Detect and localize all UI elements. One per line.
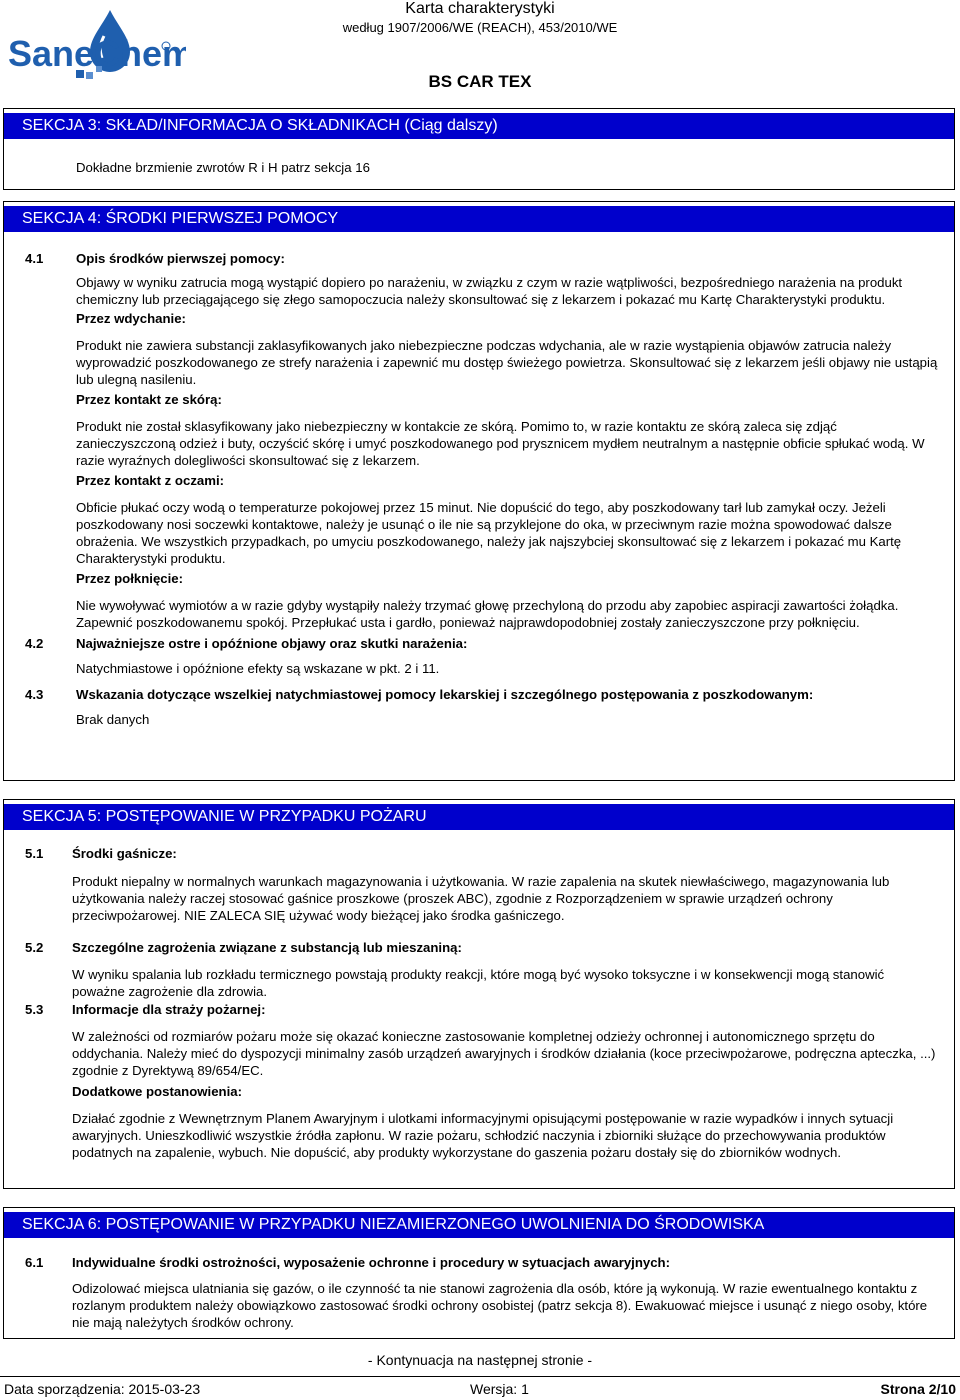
section-6-box — [3, 1207, 955, 1339]
subsection-number: 5.2 — [25, 940, 44, 955]
subsection-number: 5.1 — [25, 846, 44, 861]
subsection-5-3 — [4, 1001, 954, 1018]
subsection-5-1 — [4, 845, 954, 862]
page-header — [0, 0, 960, 100]
ingestion-label: Przez połknięcie: — [76, 571, 184, 586]
subsection-number: 6.1 — [25, 1255, 44, 1270]
document-type: Karta charakterystyki — [405, 0, 555, 17]
skin-contact-label: Przez kontakt ze skórą: — [76, 392, 222, 407]
additional-provisions-text: Działać zgodnie z Wewnętrznym Planem Awaryjnym i ulotkami informacyjnymi opisującymi postępowanie w razie wypadków i innych sytuacji awaryjnych. Unieszkodliwić wszystkie źródła zapłonu. W razie pożaru, schłodzić naczynia i zbiorniki służące do przechowywania produktów podatnych na zapalenie, wybuch. Nie dopuścić, aby produkty wykorzystane do gaszenia pożaru dostały się do zbiorników wodnych. — [72, 1111, 894, 1160]
subsection-label: Opis środków pierwszej pomocy: — [76, 251, 285, 266]
subsection-label: Indywidualne środki ostrożności, wyposażenie ochronne i procedury w sytuacjach awaryjnych: — [72, 1255, 670, 1270]
section-4-content — [4, 250, 954, 728]
continuation-note: - Kontynuacja na następnej stronie - — [367, 1352, 593, 1368]
subsection-number: 4.1 — [25, 251, 44, 266]
subsection-5-2-text: W wyniku spalania lub rozkładu termicznego powstają produkty reakcji, które mogą być wysoko toksyczne i w konsekwencji mogą stanowić poważne zagrożenie dla zdrowia. — [72, 967, 885, 999]
subsection-label: Wskazania dotyczące wszelkiej natychmiastowej pomocy lekarskiej i szczególnego postępowania z poszkodowanym: — [76, 687, 814, 702]
subsection-4-1-text: Objawy w wyniku zatrucia mogą wystąpić dopiero po narażeniu, w związku z czym w razie wątpliwości, bezpośredniego narażenia na produkt chemiczny lub przeciągającego się złego samopoczucia należy skonsultować się z lekarzem i pokazać mu Kartę Charakterystyki produktu. — [76, 275, 903, 307]
section-5-content — [4, 845, 954, 1161]
section-5-title: SEKCJA 5: POSTĘPOWANIE W PRZYPADKU POŻARU — [4, 804, 954, 830]
footer-divider — [0, 1376, 960, 1377]
section-4-title: SEKCJA 4: ŚRODKI PIERWSZEJ POMOCY — [4, 206, 954, 232]
subsection-number: 5.3 — [25, 1002, 44, 1017]
subsection-4-1 — [4, 250, 954, 267]
subsection-number: 4.3 — [25, 687, 44, 702]
regulation-line: według 1907/2006/WE (REACH), 453/2010/WE — [342, 20, 618, 35]
section-3-box — [3, 108, 955, 190]
subsection-6-1 — [4, 1254, 954, 1271]
skin-contact-text: Produkt nie został sklasyfikowany jako niebezpieczny w kontakcie ze skórą. Pomimo to, w razie kontaktu ze skórą zaleca się zdjąć zanieczyszczoną odzież i buty, oczyścić skórę i umyć poszkodowanego pod prysznicem mydłem neutralnym a następnie obficie spłukać wodą. W razie wyraźnych dolegliwości skonsultować się z lekarzem. — [76, 419, 925, 468]
footer-page-number: Strona 2/10 — [880, 1381, 956, 1397]
subsection-4-2-text: Natychmiastowe i opóźnione efekty są wskazane w pkt. 2 i 11. — [76, 661, 440, 676]
subsection-label: Szczególne zagrożenia związane z substancją lub mieszaniną: — [72, 940, 462, 955]
subsection-label: Informacje dla straży pożarnej: — [72, 1002, 266, 1017]
eye-contact-label: Przez kontakt z oczami: — [76, 473, 225, 488]
eye-contact-text: Obficie płukać oczy wodą o temperaturze pokojowej przez 15 minut. Nie dopuścić do tego, aby poszkodowany tarł lub zamykał oczy. Jeżeli poszkodowany nosi soczewki kontaktowe, należy je usunąć o ile nie są przyklejone do oka, w przeciwnym razie można spowodować dalsze obrażenia. We wszystkich przypadkach, po umyciu poszkodowanego, należy jak najszybciej skonsultować się z lekarzem i pokazać mu Kartę Charakterystyki produktu. — [76, 500, 902, 566]
subsection-4-3 — [4, 686, 954, 703]
subsection-4-3-text: Brak danych — [76, 712, 150, 727]
footer-version: Wersja: 1 — [470, 1381, 529, 1397]
subsection-5-3-text: W zależności od rozmiarów pożaru może się okazać konieczne zastosowanie kompletnej odzieży ochronnej i autonomicznego sprzętu do oddychania. Należy mieć do dyspozycji minimalny zasób urządzeń awaryjnych i środków działania (koce przeciwpożarowe, podręczna apteczka, ...) zgodnie z Dyrektywą 89/654/EC. — [72, 1029, 936, 1078]
subsection-label: Najważniejsze ostre i opóźnione objawy oraz skutki narażenia: — [76, 636, 468, 651]
subsection-4-2 — [4, 635, 954, 652]
inhalation-label: Przez wdychanie: — [76, 311, 186, 326]
section-3-text: Dokładne brzmienie zwrotów R i H patrz sekcja 16 — [76, 160, 370, 175]
additional-provisions-label: Dodatkowe postanowienia: — [72, 1084, 242, 1099]
section-4-box — [3, 201, 955, 781]
section-6-title: SEKCJA 6: POSTĘPOWANIE W PRZYPADKU NIEZAMIERZONEGO UWOLNIENIA DO ŚRODOWISKA — [4, 1212, 954, 1238]
subsection-5-2 — [4, 939, 954, 956]
section-5-box — [3, 799, 955, 1189]
product-name: BS CAR TEX — [428, 72, 532, 91]
section-6-content — [4, 1254, 954, 1331]
subsection-5-1-text: Produkt niepalny w normalnych warunkach magazynowania i użytkowania. W razie zapalenia na skutek niewłaściwego, magazynowania lub użytkowania należy raczej stosować gaśnice proszkowe (proszek ABC), zgodnie z Rozporządzeniem w sprawie urządzeń ochrony przeciwpożarowej. NIE ZALECA SIĘ używać wody bieżącej jako środka gaśniczego. — [72, 874, 890, 923]
logo-wordmark: SaneChem — [8, 33, 186, 74]
ingestion-text: Nie wywoływać wymiotów a w razie gdyby wystąpiły należy trzymać głowę przechyloną do przodu aby zapobiec aspiracji zawartości żołądka. Zapewnić poszkodowanemu spokój. Przepłukać usta i gardło, ponieważ najprawdopodobniej zostały zanieczyszczone przy połknięciu. — [76, 598, 899, 630]
subsection-6-1-text: Odizolować miejsca ulatniania się gazów, o ile czynność ta nie stanowi zagrożenia dla osób, które ją wykonują. W razie ewentualnego kontaktu z rozlanym produktem należy obowiązkowo zastosować środki ochrony osobistej (patrz sekcja 8). Ewakuować miejsce i usunąć z niego osoby, które nie mają należytych środków ochrony. — [72, 1281, 928, 1330]
section-3-title: SEKCJA 3: SKŁAD/INFORMACJA O SKŁADNIKACH (Ciąg dalszy) — [4, 113, 954, 139]
subsection-number: 4.2 — [25, 636, 44, 651]
footer-date: Data sporządzenia: 2015-03-23 — [4, 1381, 201, 1397]
inhalation-text: Produkt nie zawiera substancji zaklasyfikowanych jako niebezpieczne podczas wdychania, ale w razie wystąpienia objawów zatrucia należy wyprowadzić poszkodowanego ze strefy narażenia i zapewnić mu dostęp świeżego powietrza. Skonsultować się z lekarzem jeśli objawy nie ustąpią lub ulegną nasileniu. — [76, 338, 938, 387]
section-3-content — [4, 159, 954, 176]
subsection-label: Środki gaśnicze: — [72, 846, 177, 861]
